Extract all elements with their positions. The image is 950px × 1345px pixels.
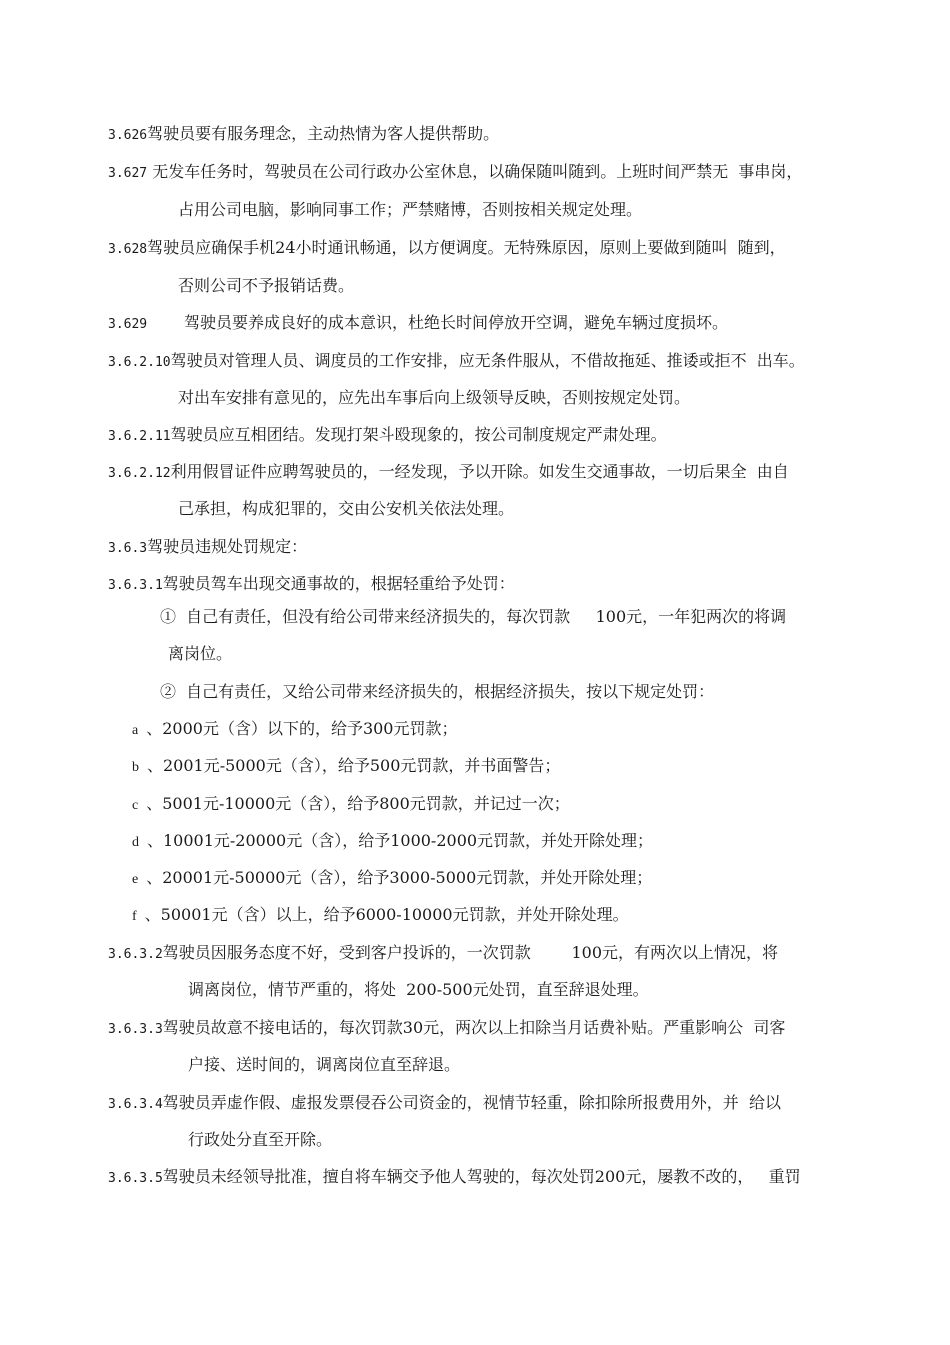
clause-number: 3.628 xyxy=(108,242,148,257)
clause-text: 、50001元（含）以上，给予6000-10000元罚款，并处开除处理。 xyxy=(144,905,629,924)
clause-text: 户接、送时间的，调离岗位直至辞退。 xyxy=(188,1055,461,1074)
clause-number: 3.6.2.10 xyxy=(108,355,171,370)
clause-text: 、20001元-50000元（含），给予3000-5000元罚款，并处开除处理； xyxy=(146,868,653,887)
clause-text: 、2001元-5000元（含），给予500元罚款，并书面警告； xyxy=(147,756,561,775)
item-circled-1 xyxy=(160,607,786,627)
clause-text: 离岗位。 xyxy=(168,644,233,663)
clause-number: 3.626 xyxy=(108,128,148,143)
rule-3-6-3-1 xyxy=(108,574,515,596)
item-letter: a xyxy=(132,723,139,738)
rule-3-627-cont xyxy=(178,200,642,220)
clause-text: 驾驶员弄虚作假、虚报发票侵吞公司资金的，视情节轻重，除扣除所报费用外，并 给以 xyxy=(162,1093,781,1112)
item-letter: b xyxy=(132,760,139,775)
clause-text: ① 自己有责任，但没有给公司带来经济损失的，每次罚款 100元，一年犯两次的将调 xyxy=(160,607,787,626)
rule-3-626 xyxy=(108,124,499,146)
rule-3-6-2-11 xyxy=(108,425,667,447)
clause-text: 、2000元（含）以下的，给予300元罚款； xyxy=(146,719,458,738)
rule-3-628 xyxy=(108,238,786,260)
penalty-item-e xyxy=(132,868,652,890)
rule-3-6-3-2 xyxy=(108,943,778,965)
rule-3-6-3-4-cont xyxy=(188,1130,332,1150)
clause-text: 驾驶员要有服务理念，主动热情为客人提供帮助。 xyxy=(147,124,500,143)
clause-text: 行政处分直至开除。 xyxy=(188,1130,333,1149)
clause-number: 3.6.2.12 xyxy=(108,466,171,481)
rule-3-6-2-12 xyxy=(108,462,789,484)
item-circled-1-cont xyxy=(168,644,232,664)
penalty-item-a xyxy=(132,719,457,741)
clause-text: 驾驶员未经领导批准，擅自将车辆交予他人驾驶的，每次处罚200元，屡教不改的， 重罚 xyxy=(162,1167,801,1186)
clause-text: 驾驶员故意不接电话的，每次罚款30元，两次以上扣除当月话费补贴。严重影响公 司客 xyxy=(162,1018,786,1037)
rule-3-6-2-10 xyxy=(108,351,805,373)
clause-number: 3.629 xyxy=(108,317,148,332)
rule-3-6-3-5 xyxy=(108,1167,801,1189)
rule-3-628-cont xyxy=(178,276,354,296)
item-letter: d xyxy=(132,835,139,850)
rule-3-629-text xyxy=(184,313,728,333)
item-letter: e xyxy=(132,872,139,887)
item-letter: f xyxy=(132,909,137,924)
item-letter: c xyxy=(132,798,139,813)
clause-number: 3.627 xyxy=(108,166,148,181)
clause-number: 3.6.3 xyxy=(108,541,148,556)
clause-text: 占用公司电脑，影响同事工作；严禁赌博，否则按相关规定处理。 xyxy=(178,200,643,219)
clause-text: 驾驶员要养成良好的成本意识，杜绝长时间停放开空调，避免车辆过度损坏。 xyxy=(184,313,729,332)
clause-text: ② 自己有责任，又给公司带来经济损失的，根据经济损失，按以下规定处罚： xyxy=(160,682,715,701)
rule-3-6-2-10-cont xyxy=(178,388,690,408)
clause-number: 3.6.3.3 xyxy=(108,1022,163,1037)
penalty-item-b xyxy=(132,756,560,778)
clause-number: 3.6.3.2 xyxy=(108,947,163,962)
clause-text: 驾驶员对管理人员、调度员的工作安排，应无条件服从，不借故拖延、推诿或拒不 出车。 xyxy=(170,351,805,370)
clause-text: 、5001元-10000元（含），给予800元罚款，并记过一次； xyxy=(146,794,570,813)
clause-text: 驾驶员应互相团结。发现打架斗殴现象的，按公司制度规定严肃处理。 xyxy=(170,425,667,444)
clause-text: 驾驶员驾车出现交通事故的，根据轻重给予处罚： xyxy=(162,574,515,593)
rule-3-6-2-12-cont xyxy=(178,499,514,519)
clause-number: 3.6.3.4 xyxy=(108,1097,163,1112)
clause-text: 调离岗位，情节严重的，将处 200-500元处罚，直至辞退处理。 xyxy=(188,980,649,999)
clause-text: 驾驶员因服务态度不好，受到客户投诉的，一次罚款 100元，有两次以上情况，将 xyxy=(162,943,779,962)
item-circled-2 xyxy=(160,682,714,702)
penalty-item-f xyxy=(132,905,629,927)
clause-text: 驾驶员应确保手机24小时通讯畅通，以方便调度。无特殊原因，原则上要做到随叫 随到， xyxy=(147,238,786,257)
rule-3-6-3-2-cont xyxy=(188,980,649,1000)
rule-3-6-3-4 xyxy=(108,1093,781,1115)
rule-3-627 xyxy=(108,162,802,184)
clause-text: 否则公司不予报销话费。 xyxy=(178,276,355,295)
rule-3-6-3-3 xyxy=(108,1018,785,1040)
clause-text: 己承担，构成犯罪的，交由公安机关依法处理。 xyxy=(178,499,515,518)
clause-text: 利用假冒证件应聘驾驶员的，一经发现，予以开除。如发生交通事故，一切后果全 由自 xyxy=(170,462,789,481)
rule-3-6-3-3-cont xyxy=(188,1055,460,1075)
clause-text: 驾驶员违规处罚规定： xyxy=(147,537,308,556)
penalty-item-c xyxy=(132,794,570,816)
clause-number: 3.6.2.11 xyxy=(108,429,171,444)
rule-3-629 xyxy=(108,313,147,335)
penalty-item-d xyxy=(132,831,653,853)
section-3-6-3 xyxy=(108,537,307,559)
clause-text: 无发车任务时，驾驶员在公司行政办公室休息，以确保随叫随到。上班时间严禁无 事串岗， xyxy=(147,162,803,181)
clause-number: 3.6.3.5 xyxy=(108,1171,163,1186)
clause-text: 对出车安排有意见的，应先出车事后向上级领导反映，否则按规定处罚。 xyxy=(178,388,691,407)
clause-text: 、10001元-20000元（含），给予1000-2000元罚款，并处开除处理； xyxy=(147,831,654,850)
clause-number: 3.6.3.1 xyxy=(108,578,163,593)
